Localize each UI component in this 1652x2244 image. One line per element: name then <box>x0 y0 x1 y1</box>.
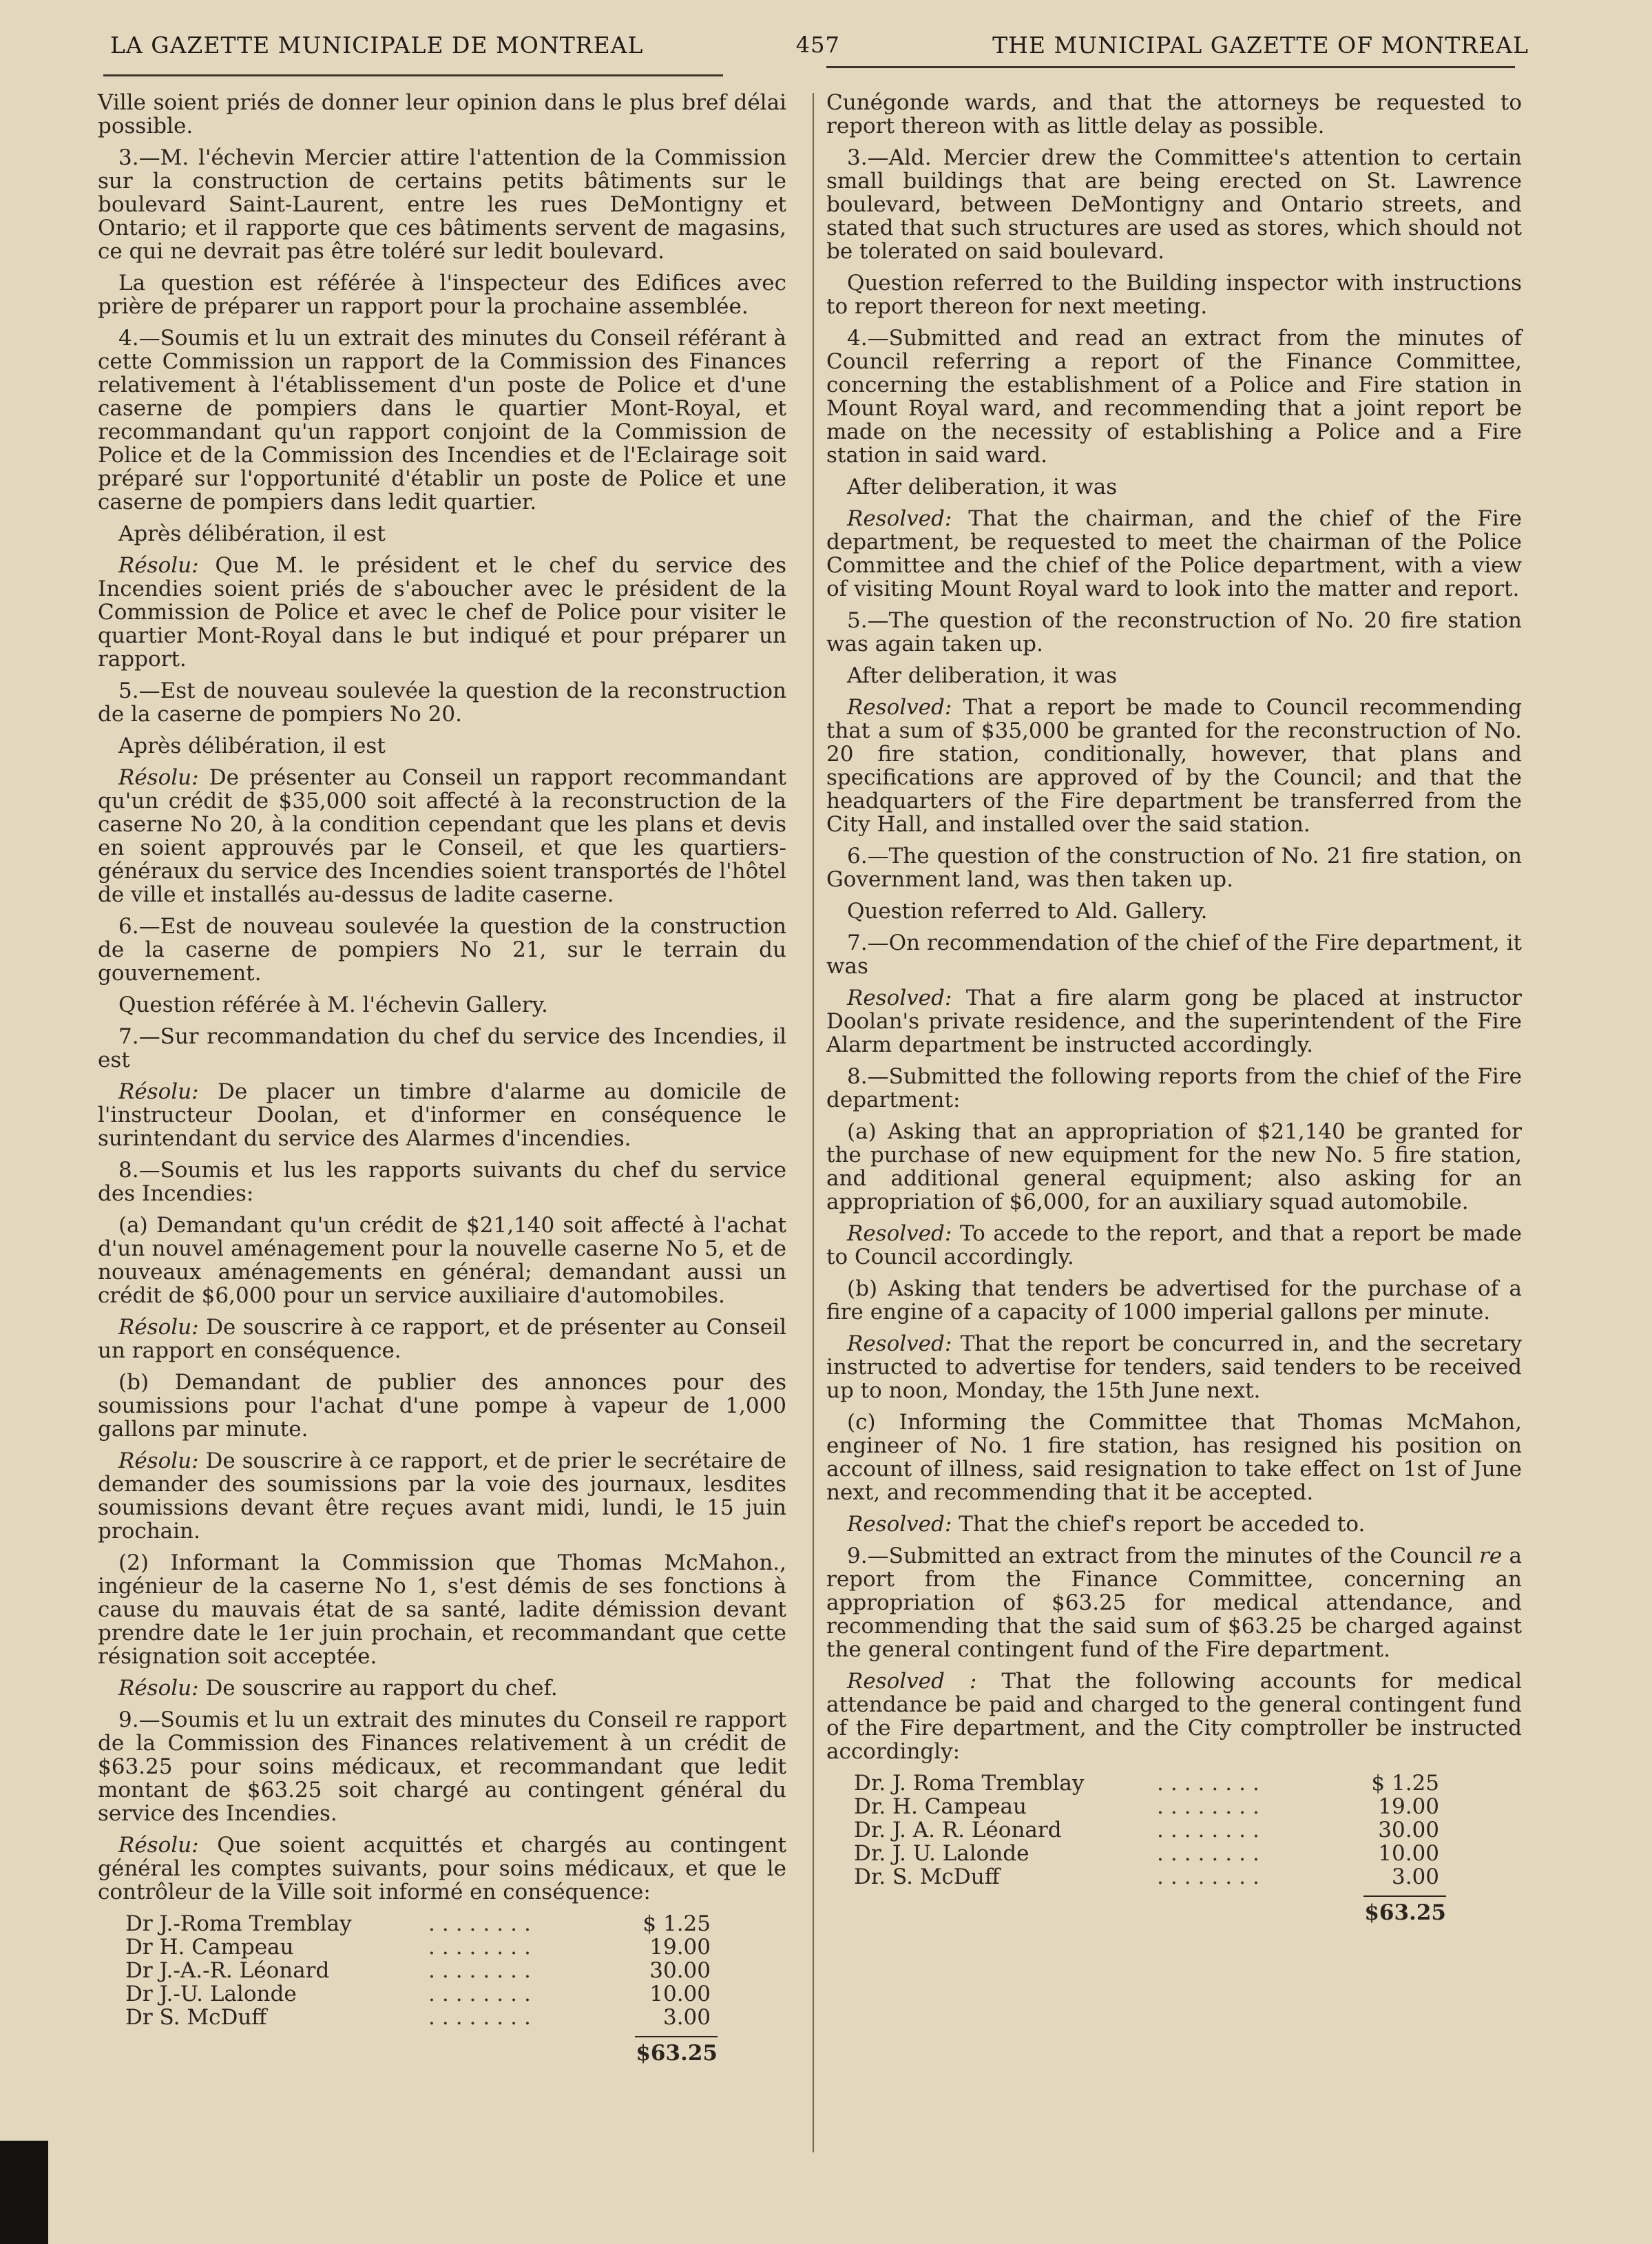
resolution-text: That the following accounts for medical attendance be paid and charged to the general contingent fund of the Fire department, and the City comptroller be instructed accordingly: <box>826 1669 1522 1764</box>
account-amount: $ 1.25 <box>1371 1771 1439 1796</box>
table-row <box>125 1935 711 1959</box>
resolution-text: That the chief's report be acceded to. <box>952 1512 1366 1537</box>
leader-dots: ........ <box>428 1982 538 2006</box>
resolution-text: De souscrire à ce rapport, et de présenter au Conseil un rapport en conséquence. <box>98 1315 786 1363</box>
paragraph: 4.—Soumis et lu un extrait des minutes du Conseil référant à cette Commission un rapport de la Commission des Finances relativement à l'établissement d'un poste de Police et d'une caserne de pompiers dans le quartier Mont-Royal, et recommandant qu'un rapport conjoint de la Commission de Police et de la Commission des Incendies et de l'Eclairage soit préparé sur l'opportunité d'établir un poste de Police et une caserne de pompiers dans ledit quartier. <box>98 326 786 515</box>
column-divider <box>813 93 814 2152</box>
table-row <box>125 1982 711 2006</box>
paragraph: 6.—The question of the construction of No. 21 fire station, on Government land, was then taken up. <box>826 844 1522 892</box>
resolution-paragraph <box>98 554 786 671</box>
account-name: Dr. J. A. R. Léonard <box>854 1818 1062 1842</box>
resolution-label: Résolu: <box>118 1079 199 1104</box>
resolution-label: Resolved: <box>847 506 952 531</box>
table-row <box>854 1818 1439 1842</box>
paragraph: 3.—M. l'échevin Mercier attire l'attention de la Commission sur la construction de certains petits bâtiments sur le boulevard Saint-Laurent, entre les rues DeMontigny et Ontario; et il rapporte que ces bâtiments servent de magasins, ce qui ne devrait pas être toléré sur ledit boulevard. <box>98 145 786 264</box>
paragraph: Question référée à M. l'échevin Gallery. <box>118 993 548 1017</box>
paragraph: After deliberation, it was <box>847 475 1118 499</box>
table-row <box>125 1959 711 1982</box>
account-name: Dr S. McDuff <box>125 2006 267 2029</box>
resolution-text: De souscrire à ce rapport, et de prier le secrétaire de demander des soumissions par la voie des journaux, lesdites soumissions devant être reçues avant midi, lundi, le 15 juin prochain. <box>98 1448 786 1544</box>
table-row <box>854 1842 1439 1865</box>
resolution-label: Resolved: <box>847 1512 952 1537</box>
account-name: Dr H. Campeau <box>125 1935 294 1959</box>
resolution-paragraph <box>826 1513 1522 1536</box>
accounts-table <box>125 1912 711 2029</box>
accounts-table <box>854 1772 1439 1889</box>
account-name: Dr. J. U. Lalonde <box>854 1842 1029 1865</box>
binding-shadow <box>0 2141 48 2244</box>
paragraph: Ville soient priés de donner leur opinion dans le plus bref délai possible. <box>98 90 786 138</box>
paragraph: (b) Demandant de publier des annonces pour des soumissions pour l'achat d'une pompe à vapeur de 1,000 gallons par minute. <box>98 1370 786 1442</box>
resolution-text: Que M. le président et le chef du service des Incendies soient priés de s'aboucher avec le président de la Commission de Police et avec le chef de Police pour visiter le quartier Mont-Royal dans le but indiqué et pour préparer un rapport. <box>98 553 786 672</box>
header-rule-left <box>103 74 723 76</box>
account-name: Dr. S. McDuff <box>854 1865 1000 1889</box>
leader-dots: ........ <box>1157 1841 1266 1866</box>
account-name: Dr. J. Roma Tremblay <box>854 1772 1085 1795</box>
account-name: Dr J.-Roma Tremblay <box>125 1912 352 1935</box>
resolution-paragraph <box>826 696 1522 836</box>
resolution-paragraph <box>98 1833 786 1904</box>
resolution-label: Resolved : <box>847 1669 977 1694</box>
paragraph: 8.—Soumis et lus les rapports suivants du chef du service des Incendies: <box>98 1158 786 1206</box>
leader-dots: ........ <box>428 2005 538 2030</box>
resolution-text: To accede to the report, and that a report be made to Council accordingly. <box>826 1221 1522 1269</box>
accounts-total: $63.25 <box>636 2041 718 2066</box>
paragraph: 7.—On recommendation of the chief of the Fire department, it was <box>826 931 1522 979</box>
leader-dots: ........ <box>428 1935 538 1960</box>
leader-dots: ........ <box>428 1958 538 1983</box>
resolution-text: De présenter au Conseil un rapport recommandant qu'un crédit de $35,000 soit affecté à la reconstruction de la caserne No 20, à la condition cependant que les plans et devis en soient approuvés par le Conseil, et que les quartiers-généraux du service des Incendies soient transportés de l'hôtel de ville et installés au-dessus de ladite caserne. <box>98 765 786 907</box>
account-amount: 3.00 <box>662 2005 711 2030</box>
total-rule <box>635 2036 718 2037</box>
resolution-text: That a report be made to Council recommending that a sum of $35,000 be granted for the reconstruction of No. 20 fire station, conditionally, however, that plans and specifications are approved of by the Council; and that the headquarters of the Fire department be transferred from the City Hall, and installed over the said station. <box>826 695 1522 837</box>
account-amount: 10.00 <box>1378 1841 1439 1866</box>
resolution-label: Résolu: <box>118 1315 199 1340</box>
table-row <box>125 2006 711 2029</box>
resolution-paragraph <box>98 1676 786 1700</box>
re-word: re <box>1479 1544 1503 1568</box>
resolution-paragraph <box>826 1332 1522 1402</box>
resolution-paragraph <box>826 1670 1522 1763</box>
account-amount: 30.00 <box>1378 1818 1439 1842</box>
leader-dots: ........ <box>1157 1818 1266 1842</box>
paragraph: After deliberation, it was <box>847 663 1118 688</box>
table-row <box>125 1912 711 1935</box>
header-rule-right <box>826 66 1515 68</box>
paragraph: Après délibération, il est <box>118 521 386 546</box>
paragraph: (2) Informant la Commission que Thomas McMahon., ingénieur de la caserne No 1, s'est démis de ses fonctions à cause du mauvais état de sa santé, ladite démission devant prendre date le 1er juin prochain, et recommandant que cette résignation soit acceptée. <box>98 1550 786 1669</box>
resolution-label: Résolu: <box>118 765 199 790</box>
resolution-label: Resolved: <box>847 1221 952 1246</box>
paragraph: (a) Demandant qu'un crédit de $21,140 soit affecté à l'achat d'un nouvel aménagement pour la nouvelle caserne No 5, et de nouveaux aménagements en général; demandant aussi un crédit de $6,000 pour un service auxiliaire d'automobiles. <box>98 1213 786 1308</box>
table-row <box>854 1865 1439 1889</box>
paragraph: Cunégonde wards, and that the attorneys be requested to report thereon with as little delay as possible. <box>826 90 1522 138</box>
paragraph: 3.—Ald. Mercier drew the Committee's attention to certain small buildings that are being erected on St. Lawrence boulevard, between DeMontigny and Ontario streets, and stated that such structures are used as stores, which should not be tolerated on said boulevard. <box>826 145 1522 264</box>
resolution-text: Que soient acquittés et chargés au contingent général les comptes suivants, pour soins médicaux, et que le contrôleur de la Ville soit informé en conséquence: <box>98 1833 786 1904</box>
leader-dots: ........ <box>1157 1864 1266 1889</box>
resolution-text: De placer un timbre d'alarme au domicile de l'instructeur Doolan, et d'informer en conséquence le surintendant du service des Alarmes d'incendies. <box>98 1079 786 1151</box>
paragraph: 7.—Sur recommandation du chef du service des Incendies, il est <box>98 1024 786 1072</box>
resolution-label: Résolu: <box>118 1448 199 1473</box>
paragraph: Après délibération, il est <box>118 734 386 758</box>
account-name: Dr J.-A.-R. Léonard <box>125 1959 330 1982</box>
account-amount: $ 1.25 <box>642 1911 711 1936</box>
resolution-label: Résolu: <box>118 1833 199 1858</box>
resolution-paragraph <box>98 1316 786 1362</box>
accounts-total: $63.25 <box>1364 1900 1446 1925</box>
resolution-paragraph <box>826 1222 1522 1269</box>
resolution-paragraph <box>98 1449 786 1543</box>
french-column <box>98 91 786 2065</box>
account-amount: 19.00 <box>649 1935 711 1960</box>
page-number: 457 <box>795 32 840 58</box>
resolution-text: That a fire alarm gong be placed at instructor Doolan's private residence, and the superintendent of the Fire Alarm department be instructed accordingly. <box>826 986 1522 1057</box>
resolution-label: Resolved: <box>847 986 952 1010</box>
resolution-paragraph <box>98 766 786 906</box>
leader-dots: ........ <box>1157 1794 1266 1819</box>
resolution-text: That the report be concurred in, and the secretary instructed to advertise for tenders, said tenders to be received up to noon, Monday, the 15th June next. <box>826 1331 1522 1403</box>
paragraph: 4.—Submitted and read an extract from the minutes of Council referring a report of the Finance Committee, concerning the establishment of a Police and Fire station in Mount Royal ward, and recommending that a joint report be made on the necessity of establishing a Police and a Fire station in said ward. <box>826 326 1522 468</box>
leader-dots: ........ <box>428 1911 538 1936</box>
paragraph: (a) Asking that an appropriation of $21,140 be granted for the purchase of new equipment for the new No. 5 fire station, and additional general equipment; also asking for an appropriation of $6,000, for an auxiliary squad automobile. <box>826 1119 1522 1214</box>
account-name: Dr. H. Campeau <box>854 1795 1027 1818</box>
paragraph: 9.—Soumis et lu un extrait des minutes du Conseil re rapport de la Commission des Finances relativement à un crédit de $63.25 pour soins médicaux, et recommandant que ledit montant de $63.25 soit chargé au contingent général du service des Incendies. <box>98 1707 786 1826</box>
paragraph: Question referred to the Building inspector with instructions to report thereon for next meeting. <box>826 271 1522 319</box>
account-amount: 10.00 <box>649 1982 711 2006</box>
paragraph <box>826 1544 1522 1661</box>
resolution-paragraph <box>826 986 1522 1057</box>
resolution-label: Resolved: <box>847 695 952 720</box>
account-name: Dr J.-U. Lalonde <box>125 1982 297 2006</box>
resolution-label: Résolu: <box>118 1676 199 1701</box>
english-column <box>826 91 1522 1924</box>
header-french-title: LA GAZETTE MUNICIPALE DE MONTREAL <box>110 31 644 59</box>
paragraph-text: a report from the Finance Committee, concerning an appropriation of $63.25 for medical attendance, and recommending that the said sum of $63.25 be charged against the general contingent fund of the Fire department. <box>826 1544 1522 1662</box>
paragraph: La question est référée à l'inspecteur des Edifices avec prière de préparer un rapport pour la prochaine assemblée. <box>98 271 786 319</box>
resolution-label: Résolu: <box>118 553 199 578</box>
resolution-text: That the chairman, and the chief of the Fire department, be requested to meet the chairman of the Police Committee and the chief of the Police department, with a view of visiting Mount Royal ward to look into the matter and report. <box>826 506 1522 601</box>
account-amount: 19.00 <box>1378 1794 1439 1819</box>
paragraph: (b) Asking that tenders be advertised for the purchase of a fire engine of a capacity of 1000 imperial gallons per minute. <box>826 1276 1522 1324</box>
resolution-paragraph <box>98 1080 786 1150</box>
paragraph: 8.—Submitted the following reports from the chief of the Fire department: <box>826 1064 1522 1112</box>
paragraph-text: 9.—Submitted an extract from the minutes of the Council <box>847 1544 1480 1568</box>
paragraph: Question referred to Ald. Gallery. <box>847 899 1208 924</box>
paragraph: 6.—Est de nouveau soulevée la question de la construction de la caserne de pompiers No 21, sur le terrain du gouvernement. <box>98 914 786 986</box>
resolution-paragraph <box>826 507 1522 601</box>
paragraph: 5.—Est de nouveau soulevée la question de la reconstruction de la caserne de pompiers No 20. <box>98 678 786 727</box>
page-header <box>110 21 1529 69</box>
leader-dots: ........ <box>1157 1771 1266 1796</box>
table-row <box>854 1795 1439 1818</box>
resolution-text: De souscrire au rapport du chef. <box>198 1676 558 1701</box>
total-rule <box>1363 1895 1446 1897</box>
account-amount: 3.00 <box>1391 1864 1439 1889</box>
table-row <box>854 1772 1439 1795</box>
paragraph: (c) Informing the Committee that Thomas McMahon, engineer of No. 1 fire station, has resigned his position on account of illness, said resignation to take effect on 1st of June next, and recommending that it be accepted. <box>826 1410 1522 1505</box>
paragraph: 5.—The question of the reconstruction of No. 20 fire station was again taken up. <box>826 608 1522 656</box>
header-english-title: THE MUNICIPAL GAZETTE OF MONTREAL <box>992 31 1529 59</box>
account-amount: 30.00 <box>649 1958 711 1983</box>
resolution-label: Resolved: <box>847 1331 952 1356</box>
